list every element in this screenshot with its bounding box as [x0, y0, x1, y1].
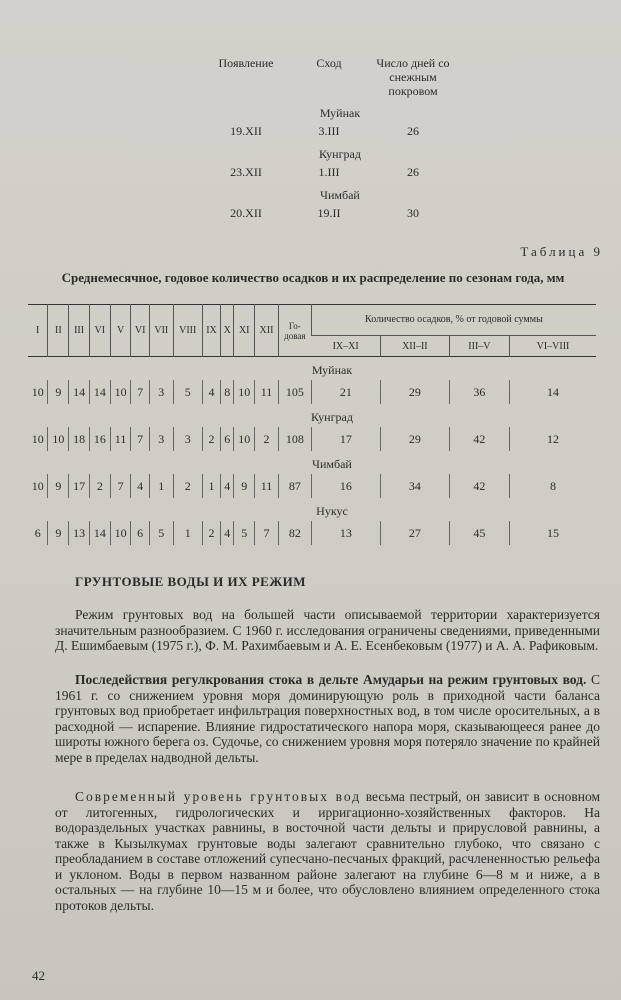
table-cell: 34 [380, 474, 449, 498]
table-cell: 21 [311, 380, 380, 404]
month-header: XII [255, 305, 279, 357]
table-cell: 6 [221, 427, 234, 451]
table-cell: 2 [89, 474, 110, 498]
appearance-date: 19.XII [230, 124, 262, 138]
table-cell: 13 [69, 521, 90, 545]
table-cell: 11 [255, 474, 279, 498]
table-cell: 14 [510, 380, 596, 404]
table-cell: 17 [69, 474, 90, 498]
paragraph [55, 672, 600, 765]
table-cell: 36 [449, 380, 509, 404]
table-cell: 7 [255, 521, 279, 545]
table-cell: 10 [31, 431, 44, 446]
melt-date: 1.III [318, 165, 340, 179]
table-cell: 14 [89, 380, 110, 404]
table-cell: 18 [69, 427, 90, 451]
table-cell: 1 [202, 474, 220, 498]
table-cell: 6 [34, 525, 41, 540]
station-name: Муйнак [311, 363, 353, 377]
table-cell: 11 [110, 427, 131, 451]
table-cell: 9 [48, 474, 69, 498]
paragraph: Режим грунтовых вод на большей части описываемой территории характеризуется значительным разнообразием. С 1960 г. исследования ограничены сведениями, приведенными Д. Ешимбаевым (1975 г.), Ф. М. Рахимбаевым и А. Е. Есенбековым (1977) и А. А. Рафиковым. [55, 607, 600, 653]
station-name: Кунград [319, 147, 361, 161]
table-cell: 3 [149, 380, 173, 404]
season-header: IX–XI [332, 340, 359, 352]
station-name: Чимбай [320, 188, 360, 202]
section-heading: ГРУНТОВЫЕ ВОДЫ И ИХ РЕЖИМ [75, 574, 307, 589]
table-cell: 7 [131, 380, 149, 404]
table-row [200, 124, 460, 139]
table-cell: 5 [173, 380, 202, 404]
table-cell: 2 [202, 521, 220, 545]
table-row [200, 206, 460, 221]
melt-date: 3.III [318, 124, 340, 138]
col-header-days: Число дней со снежным покровом [376, 56, 450, 98]
appearance-date: 20.XII [230, 206, 262, 220]
table-cell: 3 [173, 427, 202, 451]
table-cell: 15 [510, 521, 596, 545]
season-header: XII–II [380, 336, 449, 357]
station-name: Чимбай [312, 457, 352, 471]
table-cell: 17 [311, 427, 380, 451]
page-number: 42 [32, 968, 45, 983]
table-cell: 7 [131, 427, 149, 451]
melt-date: 19.II [317, 206, 341, 220]
table-cell: 10 [48, 427, 69, 451]
season-group-header: Количество осадков, % от годовой суммы [311, 305, 596, 336]
table-cell: 16 [89, 427, 110, 451]
table-cell: 8 [221, 380, 234, 404]
table-cell: 4 [202, 380, 220, 404]
table-cell: 3 [149, 427, 173, 451]
table-cell: 5 [234, 521, 255, 545]
table-cell: 10 [110, 380, 131, 404]
table-cell: 105 [278, 380, 311, 404]
table-cell: 14 [69, 380, 90, 404]
table-cell: 2 [173, 474, 202, 498]
station-name: Кунград [311, 410, 353, 424]
month-header: VIII [173, 305, 202, 357]
col-header-appearance: Появление [218, 56, 274, 70]
table-cell: 9 [48, 380, 69, 404]
table-row [28, 521, 596, 545]
table-cell: 10 [234, 380, 255, 404]
table-row [28, 380, 596, 404]
table-cell: 11 [255, 380, 279, 404]
table-cell: 9 [234, 474, 255, 498]
table-cell: 42 [449, 474, 509, 498]
table-cell: 29 [380, 427, 449, 451]
table-title: Среднемесячное, годовое количество осадков и их распределение по сезонам года, мм [61, 270, 565, 285]
table-cell: 10 [110, 521, 131, 545]
month-header: VI [89, 305, 110, 357]
table-cell: 10 [31, 478, 44, 493]
table-cell: 14 [89, 521, 110, 545]
table-cell: 13 [311, 521, 380, 545]
season-header: VI–VIII [510, 336, 596, 357]
snow-days: 26 [407, 124, 419, 138]
table-cell: 27 [380, 521, 449, 545]
precipitation-table [28, 304, 596, 545]
table-cell: 8 [510, 474, 596, 498]
paragraph-body: весьма пестрый, он зависит в основном от литогенных, гидрологических и ирригационно-хозяйственных факторов. На водораздельных участках равнины, в восточной части дельты и прирусловой равнины, а также в Кызылкумах грунтовые воды залегают сравнительно глубоко, что связано с преобладанием в составе отложений супесчано-песчаных фракций, расчлененностью рельефа и уклоном. Воды в первом названном районе залегают на глубине 6—8 м и ниже, а в остальных — на глубине 10—15 м и более, что обусловлено влиянием определенного стока протоков дельты. [55, 789, 600, 913]
table-cell: 10 [31, 384, 44, 399]
annual-header: Го-довая [278, 305, 311, 357]
col-header-melt: Сход [316, 56, 342, 70]
table-cell: 10 [234, 427, 255, 451]
table-cell: 45 [449, 521, 509, 545]
month-header: XI [234, 305, 255, 357]
table-cell: 1 [173, 521, 202, 545]
table-cell: 5 [149, 521, 173, 545]
month-header: II [48, 305, 69, 357]
table-cell: 82 [278, 521, 311, 545]
month-header: IX [202, 305, 220, 357]
station-name: Муйнак [319, 106, 361, 120]
month-header: VII [149, 305, 173, 357]
table-label: Таблица 9 [520, 244, 603, 259]
paragraph-body: С 1961 г. со снижением уровня моря доминирующую роль в приходной части баланса грунтовых вод приобретает инфильтрация поверхностных вод, в том числе оросительных, а в расходной — испарение. Влияние гидростатического напора моря, сказывающееся ранее до широты южного берега оз. Судочье, со снижением уровня моря потеряло значение по крайней мере в пределах надводной дельты. [55, 672, 600, 765]
appearance-date: 23.XII [230, 165, 262, 179]
table-cell: 29 [380, 380, 449, 404]
snow-cover-table [200, 56, 460, 221]
snow-days: 26 [407, 165, 419, 179]
snow-days: 30 [407, 206, 419, 220]
table-cell: 12 [510, 427, 596, 451]
table-cell: 4 [221, 521, 234, 545]
table-row [200, 165, 460, 180]
station-name: Нукус [316, 504, 348, 518]
table-cell: 16 [311, 474, 380, 498]
month-header: III [69, 305, 90, 357]
paragraph-lead: Последействия регулкрования стока в дельте Амударьи на режим грунтовых вод. [75, 672, 587, 687]
table-cell: 4 [221, 474, 234, 498]
table-cell: 42 [449, 427, 509, 451]
table-row [28, 474, 596, 498]
table-cell: 2 [202, 427, 220, 451]
table-cell: 2 [255, 427, 279, 451]
paragraph-lead: Современный уровень грунтовых вод [75, 789, 362, 804]
table-cell: 4 [131, 474, 149, 498]
paragraph [55, 789, 600, 913]
table-row [28, 427, 596, 451]
table-cell: 7 [110, 474, 131, 498]
table-cell: 1 [149, 474, 173, 498]
season-header: III–V [449, 336, 509, 357]
table-cell: 6 [131, 521, 149, 545]
month-header: VI [131, 305, 149, 357]
table-cell: 9 [48, 521, 69, 545]
month-header: I [36, 325, 40, 336]
table-cell: 87 [278, 474, 311, 498]
month-header: V [110, 305, 131, 357]
month-header: X [221, 305, 234, 357]
table-cell: 108 [278, 427, 311, 451]
